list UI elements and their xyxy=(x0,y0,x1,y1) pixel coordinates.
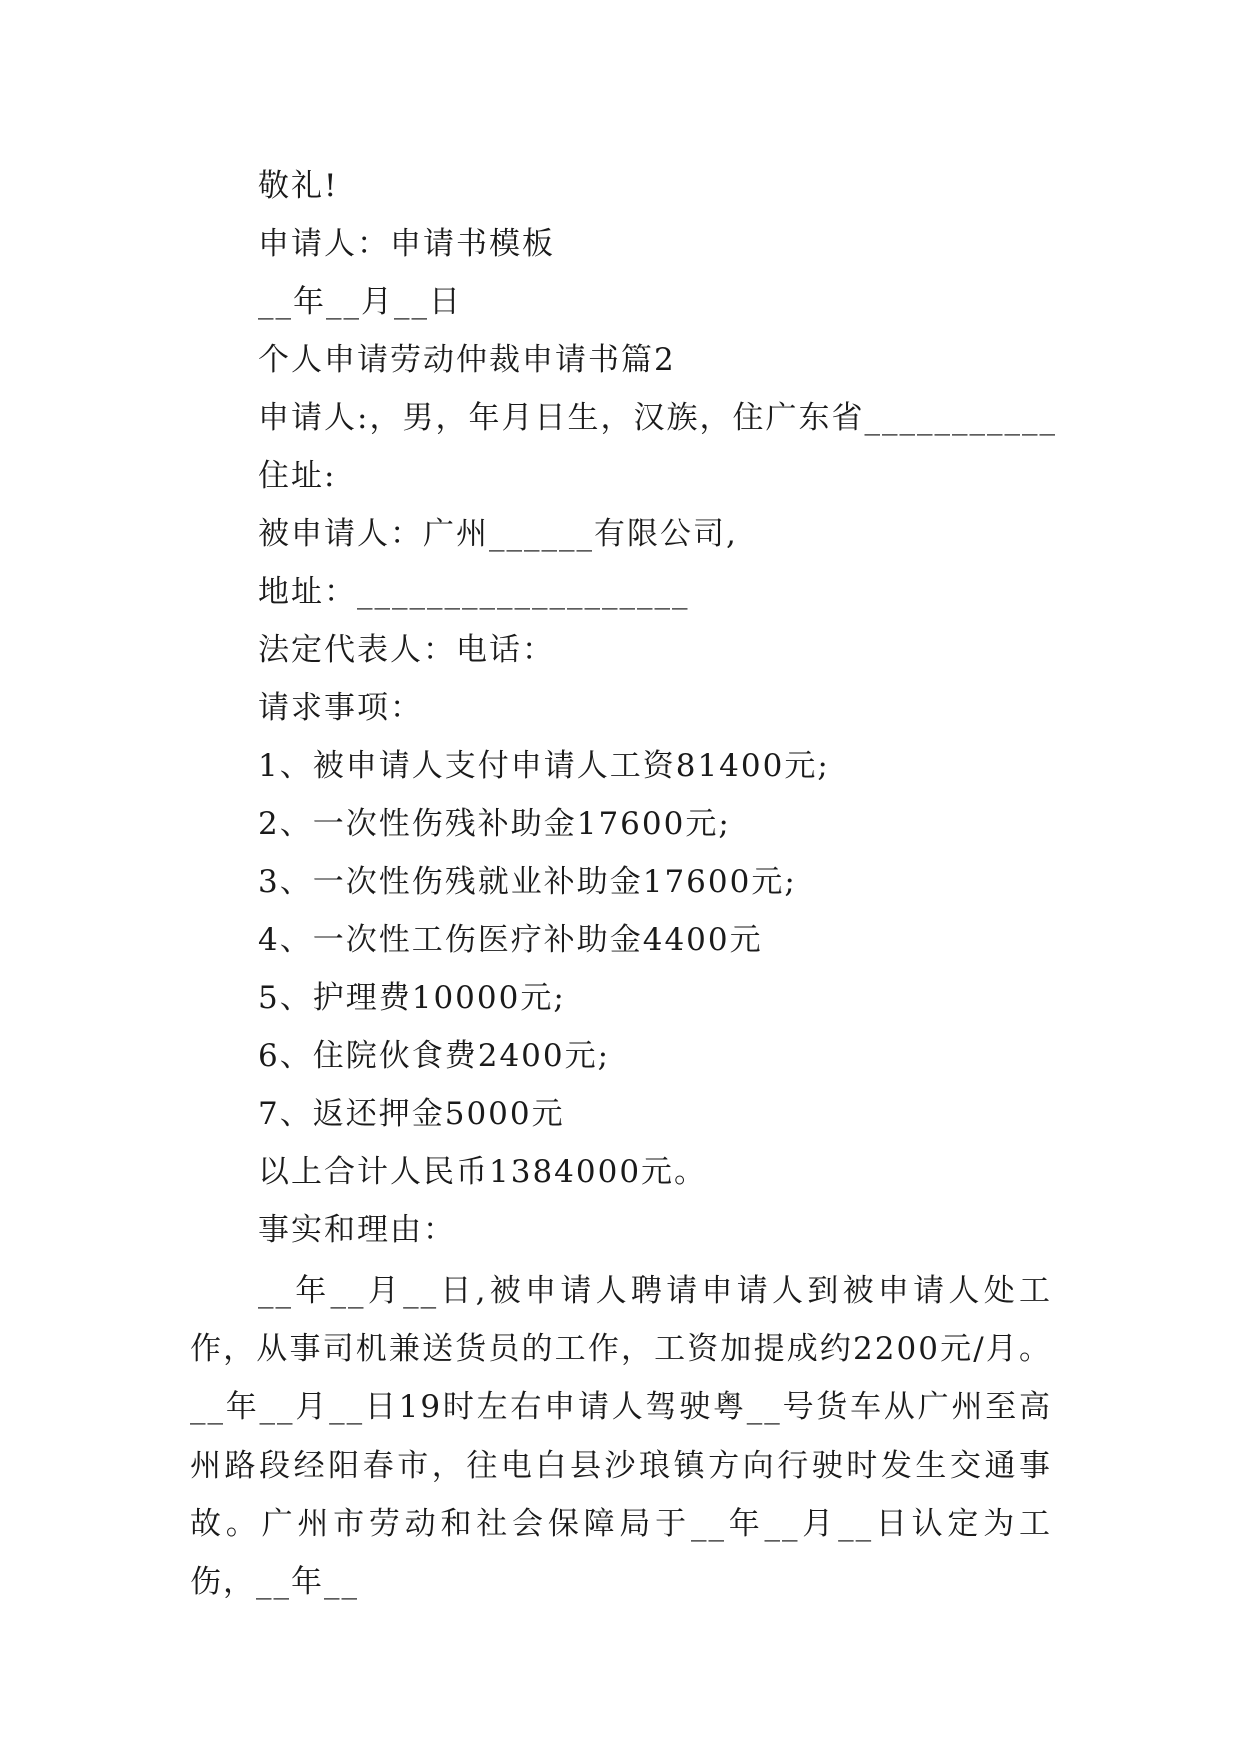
section-title: 个人申请劳动仲裁申请书篇2 xyxy=(258,342,676,378)
address-line: 住址: xyxy=(258,458,337,494)
claim-item: 7、返还押金5000元 xyxy=(258,1096,565,1132)
facts-heading: 事实和理由： xyxy=(258,1212,456,1248)
claim-item: 4、一次性工伤医疗补助金4400元 xyxy=(258,922,763,958)
applicant-signature: 申请人：申请书模板 xyxy=(258,226,555,262)
claim-item: 3、一次性伤残就业补助金17600元; xyxy=(258,864,797,900)
applicant-info: 申请人:，男，年月日生，汉族，住广东省___________ xyxy=(258,400,1057,436)
facts-paragraph: __年__月__日,被申请人聘请申请人到被申请人处工作，从事司机兼送货员的工作，工资加提成约2200元/月。__年__月__日19时左右申请人驾驶粤__号货车从广州至高州路段经阳春市，往电白县沙琅镇方向行驶时发生交通事故。广州市劳动和社会保障局于__年__月__日认定为工伤，__年__ xyxy=(190,1273,1052,1601)
claim-item: 6、住院伙食费2400元; xyxy=(258,1038,611,1074)
claims-total: 以上合计人民币1384000元。 xyxy=(258,1154,708,1190)
claim-item: 1、被申请人支付申请人工资81400元; xyxy=(258,748,830,784)
closing-salutation: 敬礼! xyxy=(258,168,339,204)
claims-heading: 请求事项： xyxy=(258,690,423,726)
respondent-info: 被申请人：广州______有限公司, xyxy=(258,516,738,552)
claim-item: 5、护理费10000元; xyxy=(258,980,566,1016)
claim-item: 2、一次性伤残补助金17600元; xyxy=(258,806,731,842)
date-line: __年__月__日 xyxy=(258,284,462,320)
legal-representative: 法定代表人：电话： xyxy=(258,632,555,668)
respondent-address: 地址：___________________ xyxy=(258,574,690,610)
